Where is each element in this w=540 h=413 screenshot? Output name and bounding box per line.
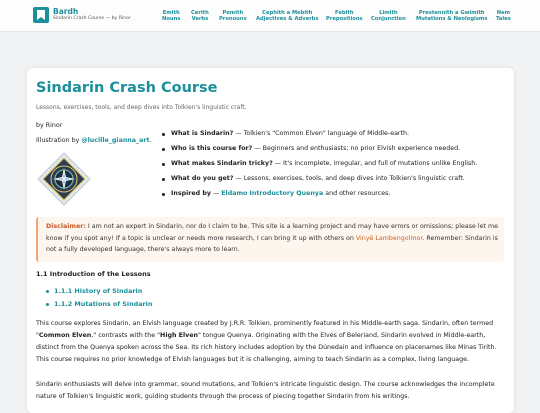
nav-line1: Cerith xyxy=(191,10,209,16)
nav-line2: Mutations & Neologisms xyxy=(416,16,488,22)
highlight-question: What makes Sindarin tricky? xyxy=(171,160,273,167)
brand-subtitle: Sindarin Crash Course — by Rinor xyxy=(53,16,131,21)
para-bold: High Elven xyxy=(160,332,198,339)
list-item xyxy=(160,175,477,190)
nav-line1: Limith xyxy=(379,10,398,16)
author-byline: by Rinor xyxy=(36,122,63,129)
highlight-question: Inspired by xyxy=(171,190,211,197)
brand-title[interactable]: Bardh xyxy=(53,7,79,16)
illustrator-link[interactable]: @lucille_gianna_art xyxy=(81,137,150,144)
illustration-credit xyxy=(36,137,152,144)
highlight-question: What do you get? xyxy=(171,175,234,182)
star-emblem-icon xyxy=(36,151,92,207)
top-navigation-bar xyxy=(0,0,540,32)
nav-line2: Adjectives & Adverbs xyxy=(256,16,319,22)
para-text: " tongue Quenya. Originating with the Elves of Beleriand, Sindarin evolved in Middle-earth, distinct from the Quenya spoken across the Sea. Its rich history includes adoption by the Dúnedain and influence on placenames like Minas Tirith. This course requires no prior knowledge of Elvish languages but it is challenging, aiming to teach Sindarin as a complex, living language. xyxy=(36,332,497,363)
disclaimer-callout xyxy=(36,217,504,262)
nav-verbs[interactable] xyxy=(191,10,209,22)
toc-link-mutations[interactable]: 1.1.2 Mutations of Sindarin xyxy=(54,300,153,308)
highlight-answer: — xyxy=(210,190,222,197)
nav-line2: Pronouns xyxy=(219,16,247,22)
highlight-answer: — Beginners and enthusiasts; no prior Elvish experience needed. xyxy=(252,145,461,152)
nav-conjunction[interactable] xyxy=(371,10,406,22)
disclaimer-text: I am not an expert in Sindarin, nor do I claim to be. This site is a learning project and may have errors or omissions; please let me know if you spot any! If a topic is unclear or needs more research, I can bring it up with others on xyxy=(46,223,498,242)
nav-pronouns[interactable] xyxy=(219,10,247,22)
nav-line1: Prestennith a Gwimith xyxy=(418,10,485,16)
nav-line2: Conjunction xyxy=(371,16,406,22)
nav-line1: Pemith xyxy=(222,10,244,16)
list-item xyxy=(160,130,477,145)
nav-line2: Nouns xyxy=(162,16,181,22)
disclaimer-label: Disclaimer: xyxy=(46,223,86,230)
course-highlights-list xyxy=(160,130,477,205)
page-subtitle: Lessons, exercises, tools, and deep dives into Tolkien's linguistic craft. xyxy=(36,104,247,111)
vinye-lambengolmor-link[interactable]: Vinyë Lambengolmor xyxy=(355,234,423,242)
nav-mutations-neologisms[interactable] xyxy=(416,10,487,22)
intro-paragraph-1 xyxy=(36,318,504,366)
section-heading: 1.1 Introduction of the Lessons xyxy=(36,270,151,278)
eldamo-link[interactable]: Eldamo Introductory Quenya xyxy=(221,190,324,197)
nav-prepositions[interactable] xyxy=(326,10,363,22)
disclaimer-text-end: . Remember: Sindarin is not a fully developed language, there's always more to learn. xyxy=(46,234,498,253)
table-of-contents xyxy=(46,287,152,313)
list-item xyxy=(160,190,477,205)
illustration-prefix: Illustration by xyxy=(36,137,82,144)
highlight-question: Who is this course for? xyxy=(171,145,253,152)
nav-line1: Febith xyxy=(335,10,354,16)
highlight-answer: — Tolkien's "Common Elven" language of Middle-earth. xyxy=(233,130,409,137)
list-item xyxy=(160,160,477,175)
highlight-answer: — It's incomplete, irregular, and full of mutations unlike English. xyxy=(272,160,478,167)
nav-line2: Prepositions xyxy=(326,16,363,22)
toc-item xyxy=(46,300,152,313)
bardh-logo-icon[interactable] xyxy=(33,7,49,23)
nav-adjectives-adverbs[interactable] xyxy=(256,10,318,22)
highlight-question: What is Sindarin? xyxy=(171,130,234,137)
nav-line2: Tales xyxy=(496,16,511,22)
toc-item xyxy=(46,287,152,300)
intro-paragraph-2: Sindarin enthusiasts will delve into grammar, sound mutations, and Tolkien's intricate linguistic design. The course acknowledges the incomplete nature of Tolkien's linguistic work, guiding students through the process of piecing together Sindarin from his writings. xyxy=(36,381,495,400)
nav-line1: Cephith a Mebith xyxy=(262,10,313,16)
nav-nouns[interactable] xyxy=(162,10,180,22)
nav-line2: Verbs xyxy=(191,16,209,22)
nav-line1: Emith xyxy=(162,10,180,16)
illustration-suffix: . xyxy=(149,137,152,144)
para-text: This course explores Sindarin, an Elvish language created by J.R.R. Tolkien, prominently featured in his Middle-earth saga. Sindarin, often termed " xyxy=(36,320,494,339)
nav-tales[interactable] xyxy=(496,10,511,22)
page-title: Sindarin Crash Course xyxy=(36,80,218,96)
nav-line1: Nem xyxy=(496,10,511,16)
highlight-answer: — Lessons, exercises, tools, and deep dives into Tolkien's linguistic craft. xyxy=(233,175,465,182)
toc-link-history[interactable]: 1.1.1 History of Sindarin xyxy=(54,287,143,295)
highlight-tail: and other resources. xyxy=(323,190,391,197)
para-bold: Common Elven xyxy=(38,332,92,339)
para-text: ," contrasts with the " xyxy=(91,332,161,339)
list-item xyxy=(160,145,477,160)
